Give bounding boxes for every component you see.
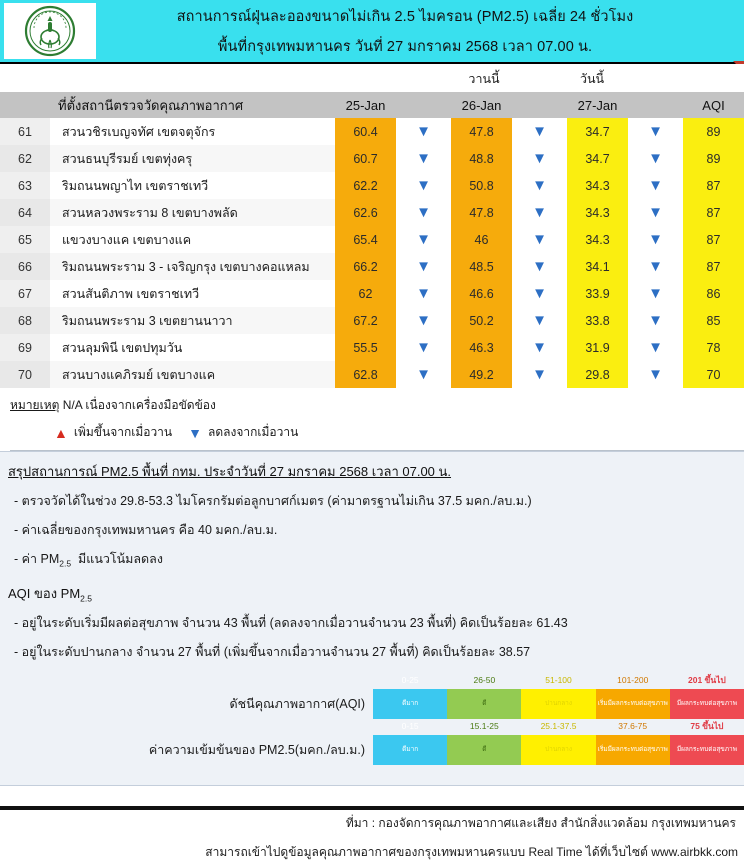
value-25jan: 62.8	[335, 361, 396, 388]
legend-decrease-label: ลดลงจากเมื่อวาน	[207, 425, 299, 439]
value-27jan: 31.9	[567, 334, 628, 361]
station-name: สวนบางแคภิรมย์ เขตบางแค	[50, 361, 335, 388]
trend-arrow-1	[396, 361, 451, 388]
legend-level-1	[373, 675, 447, 719]
value-26jan: 46	[451, 226, 512, 253]
header-number	[0, 92, 50, 118]
summary-section	[0, 451, 744, 786]
arrow-down-icon: ▼	[416, 204, 431, 221]
trend-arrow-1	[396, 226, 451, 253]
arrow-down-icon: ▼	[532, 285, 547, 302]
value-27jan: 34.7	[567, 118, 628, 145]
trend-prefix: - ค่า PM	[14, 552, 60, 566]
legend-bars-pm	[373, 721, 744, 765]
report-subtitle: พื้นที่กรุงเทพมหานคร วันที่ 27 มกราคม 2568 เวลา 07.00 น.	[217, 38, 593, 55]
trend-arrow-3	[628, 280, 683, 307]
bma-logo	[4, 3, 96, 59]
legend-range-4: 101-200	[617, 675, 649, 685]
trend-arrow-2	[512, 145, 567, 172]
station-name: ริมถนนพญาไท เขตราชเทวี	[50, 172, 335, 199]
page-footer	[0, 786, 744, 862]
value-26jan: 47.8	[451, 199, 512, 226]
value-26jan: 48.5	[451, 253, 512, 280]
row-number: 64	[0, 199, 50, 226]
arrow-down-icon: ▼	[416, 339, 431, 356]
row-number: 62	[0, 145, 50, 172]
arrow-down-icon: ▼	[648, 204, 663, 221]
notes-line	[10, 396, 744, 415]
station-name: ริมถนนพระราม 3 - เจริญกรุง เขตบางคอแหลม	[50, 253, 335, 280]
report-title: สถานการณ์ฝุ่นละอองขนาดไม่เกิน 2.5 ไมครอน (PM2.5) เฉลี่ย 24 ชั่วโมง	[176, 8, 634, 25]
aqi-value: 87	[683, 199, 744, 226]
arrow-down-icon: ▼	[416, 231, 431, 248]
station-name: สวนธนบุรีรมย์ เขตทุ่งครุ	[50, 145, 335, 172]
header-title-block	[96, 0, 744, 62]
trend-arrow-1	[396, 280, 451, 307]
legend-row-pm	[8, 721, 744, 765]
table-row[interactable]	[0, 226, 744, 253]
arrow-down-icon: ▼	[532, 123, 547, 140]
aqi-value: 70	[683, 361, 744, 388]
arrow-down-icon: ▼	[416, 285, 431, 302]
value-26jan: 46.6	[451, 280, 512, 307]
table-row[interactable]	[0, 145, 744, 172]
trend-arrow-3	[628, 253, 683, 280]
trend-arrow-2	[512, 199, 567, 226]
legend-level-label-2: ดี	[482, 699, 487, 707]
station-name: สวนหลวงพระราม 8 เขตบางพลัด	[50, 199, 335, 226]
aqi-item-unhealthy-sensitive: - อยู่ในระดับเริ่มมีผลต่อสุขภาพ จำนวน 43 พื้นที่ (ลดลงจากเมื่อวานจำนวน 23 พื้นที่) คิดเป็นร้อยละ 61.43	[14, 616, 568, 630]
table-row[interactable]	[0, 253, 744, 280]
arrow-down-icon: ▼	[416, 123, 431, 140]
trend-arrow-2	[512, 334, 567, 361]
value-26jan: 47.8	[451, 118, 512, 145]
trend-arrow-3	[628, 172, 683, 199]
row-number: 67	[0, 280, 50, 307]
arrow-down-icon: ▼	[416, 177, 431, 194]
trend-arrow-3	[628, 199, 683, 226]
trend-arrow-1	[396, 253, 451, 280]
aqi-value: 87	[683, 172, 744, 199]
header-date-26jan: 26-Jan	[451, 92, 512, 118]
value-27jan: 29.8	[567, 361, 628, 388]
value-25jan: 66.2	[335, 253, 396, 280]
legend-range-5: 201 ขึ้นไป	[687, 675, 726, 685]
arrow-down-icon: ▼	[648, 258, 663, 275]
aqi-value: 87	[683, 226, 744, 253]
row-number: 68	[0, 307, 50, 334]
arrow-down-icon: ▼	[532, 258, 547, 275]
value-25jan: 65.4	[335, 226, 396, 253]
trend-arrow-3	[628, 361, 683, 388]
arrow-down-icon: ▼	[648, 285, 663, 302]
legend-level-label-3: ปานกลาง	[545, 699, 573, 707]
row-number: 69	[0, 334, 50, 361]
trend-suffix: มีแนวโน้มลดลง	[78, 552, 163, 566]
legend-range-5: 75 ขึ้นไป	[690, 721, 724, 731]
arrow-down-icon: ▼	[416, 258, 431, 275]
value-27jan: 33.9	[567, 280, 628, 307]
trend-arrow-2	[512, 361, 567, 388]
legend-level-3	[521, 721, 595, 765]
value-26jan: 48.8	[451, 145, 512, 172]
legend-level-5	[670, 675, 744, 719]
notes-block	[0, 388, 744, 451]
trend-subscript: 2.5	[59, 558, 72, 569]
trend-arrow-2	[512, 307, 567, 334]
value-26jan: 49.2	[451, 361, 512, 388]
website-line: สามารถเข้าไปดูข้อมูลคุณภาพอากาศของกรุงเทพมหานครแบบ Real Time ได้ที่เว็บไซต์ www.airbkk.com	[205, 845, 738, 859]
value-25jan: 62.6	[335, 199, 396, 226]
legend-increase-label: เพิ่มขึ้นจากเมื่อวาน	[73, 425, 173, 439]
trend-arrow-1	[396, 145, 451, 172]
station-name: สวนวชิรเบญจทัศ เขตจตุจักร	[50, 118, 335, 145]
value-25jan: 62.2	[335, 172, 396, 199]
header-arrow-1	[396, 92, 451, 118]
table-row[interactable]	[0, 118, 744, 145]
page-header	[0, 0, 744, 64]
table-row[interactable]	[0, 172, 744, 199]
station-name: สวนลุมพินี เขตปทุมวัน	[50, 334, 335, 361]
value-27jan: 34.3	[567, 199, 628, 226]
legend-level-label-4: เริ่มมีผลกระทบต่อสุขภาพ	[597, 699, 668, 707]
legend-row-aqi	[8, 675, 744, 719]
arrow-down-icon: ▼	[648, 231, 663, 248]
value-25jan: 60.7	[335, 145, 396, 172]
value-26jan: 50.8	[451, 172, 512, 199]
value-27jan: 33.8	[567, 307, 628, 334]
legend-range-2: 26-50	[473, 675, 496, 685]
value-25jan: 60.4	[335, 118, 396, 145]
trend-arrow-3	[628, 307, 683, 334]
legend-level-label-5: มีผลกระทบต่อสุขภาพ	[676, 745, 737, 753]
trend-arrow-2	[512, 118, 567, 145]
station-name: ริมถนนพระราม 3 เขตยานนาวา	[50, 307, 335, 334]
arrow-down-icon: ▼	[532, 231, 547, 248]
trend-arrow-3	[628, 226, 683, 253]
legend-range-3: 51-100	[545, 675, 572, 685]
aqi-value: 85	[683, 307, 744, 334]
legend-level-4	[596, 675, 670, 719]
value-26jan: 46.3	[451, 334, 512, 361]
aqi-value: 87	[683, 253, 744, 280]
aqi-value: 86	[683, 280, 744, 307]
summary-item-range: - ตรวจวัดได้ในช่วง 29.8-53.3 ไมโครกรัมต่อลูกบาศก์เมตร (ค่ามาตรฐานไม่เกิน 37.5 มคก./ลบ.ม.)	[14, 494, 532, 508]
aqi-head-prefix: AQI ของ PM	[8, 586, 81, 601]
trend-arrow-1	[396, 199, 451, 226]
source-line: ที่มา : กองจัดการคุณภาพอากาศและเสียง สำนักสิ่งแวดล้อม กรุงเทพมหานคร	[345, 816, 736, 830]
row-number: 61	[0, 118, 50, 145]
legend-range-3: 25.1-37.5	[540, 721, 577, 731]
arrow-down-icon: ▼	[532, 177, 547, 194]
legend-level-label-3: ปานกลาง	[545, 745, 573, 753]
legend-section	[8, 671, 744, 775]
legend-range-2: 15.1-25	[469, 721, 499, 731]
legend-range-1: 0-25	[401, 675, 419, 685]
summary-title: สรุปสถานการณ์ PM2.5 พื้นที่ กทม. ประจำวันที่ 27 มกราคม 2568 เวลา 07.00 น.	[8, 464, 452, 479]
value-25jan: 62	[335, 280, 396, 307]
trend-arrow-1	[396, 172, 451, 199]
legend-level-4	[596, 721, 670, 765]
legend-level-label-2: ดี	[482, 745, 487, 753]
legend-label-pm: ค่าความเข้มข้นของ PM2.5(มคก./ลบ.ม.)	[148, 743, 366, 757]
table-row[interactable]	[0, 361, 744, 388]
value-25jan: 55.5	[335, 334, 396, 361]
trend-arrow-2	[512, 172, 567, 199]
value-26jan: 50.2	[451, 307, 512, 334]
label-yesterday: วานนี้	[468, 72, 500, 86]
aqi-value: 89	[683, 118, 744, 145]
arrow-down-icon: ▼	[648, 150, 663, 167]
legend-level-label-5: มีผลกระทบต่อสุขภาพ	[676, 699, 737, 707]
arrow-down-icon: ▼	[648, 366, 663, 383]
station-name: สวนสันติภาพ เขตราชเทวี	[50, 280, 335, 307]
legend-range-1: 0-15	[401, 721, 419, 731]
legend-level-2	[447, 675, 521, 719]
aqi-value: 78	[683, 334, 744, 361]
trend-arrow-3	[628, 145, 683, 172]
header-arrow-3	[628, 92, 683, 118]
legend-bars-aqi	[373, 675, 744, 719]
value-27jan: 34.3	[567, 172, 628, 199]
arrow-down-icon: ▼	[416, 312, 431, 329]
triangle-down-icon: ▼	[188, 424, 202, 441]
trend-arrow-1	[396, 334, 451, 361]
header-station: ที่ตั้งสถานีตรวจวัดคุณภาพอากาศ	[50, 92, 335, 118]
value-25jan: 67.2	[335, 307, 396, 334]
aqi-table	[0, 92, 744, 388]
legend-range-4: 37.6-75	[618, 721, 648, 731]
legend-label-aqi: ดัชนีคุณภาพอากาศ(AQI)	[229, 697, 366, 711]
arrow-down-icon: ▼	[532, 312, 547, 329]
header-date-25jan: 25-Jan	[335, 92, 396, 118]
trend-arrow-2	[512, 280, 567, 307]
table-body	[0, 118, 744, 388]
trend-arrow-3	[628, 334, 683, 361]
arrow-down-icon: ▼	[648, 123, 663, 140]
legend-level-1	[373, 721, 447, 765]
trend-arrow-2	[512, 226, 567, 253]
summary-item-trend	[8, 549, 744, 569]
table-header-row	[0, 92, 744, 118]
row-number: 66	[0, 253, 50, 280]
header-aqi: AQI	[683, 92, 744, 118]
arrow-down-icon: ▼	[648, 339, 663, 356]
legend-level-label-4: เริ่มมีผลกระทบต่อสุขภาพ	[597, 745, 668, 753]
station-name: แขวงบางแค เขตบางแค	[50, 226, 335, 253]
legend-level-5	[670, 721, 744, 765]
value-27jan: 34.3	[567, 226, 628, 253]
table-row[interactable]	[0, 199, 744, 226]
legend-level-label-1: ดีมาก	[402, 699, 419, 707]
trend-arrow-1	[396, 118, 451, 145]
bma-emblem-icon	[20, 4, 80, 58]
bottom-bar	[0, 806, 744, 810]
arrow-down-icon: ▼	[532, 204, 547, 221]
arrow-down-icon: ▼	[416, 366, 431, 383]
arrow-down-icon: ▼	[532, 339, 547, 356]
trend-arrow-3	[628, 118, 683, 145]
row-number: 65	[0, 226, 50, 253]
notes-label: หมายเหตุ	[10, 398, 60, 412]
arrow-legend	[10, 423, 744, 442]
value-27jan: 34.7	[567, 145, 628, 172]
table-row[interactable]	[0, 334, 744, 361]
notes-text: N/A เนื่องจากเครื่องมือขัดข้อง	[62, 398, 216, 412]
aqi-item-moderate: - อยู่ในระดับปานกลาง จำนวน 27 พื้นที่ (เพิ่มขึ้นจากเมื่อวานจำนวน 27 พื้นที่) คิดเป็นร้อยละ 38.57	[14, 645, 531, 659]
legend-level-2	[447, 721, 521, 765]
arrow-down-icon: ▼	[416, 150, 431, 167]
arrow-down-icon: ▼	[532, 150, 547, 167]
arrow-down-icon: ▼	[532, 366, 547, 383]
summary-item-average: - ค่าเฉลี่ยของกรุงเทพมหานคร คือ 40 มคก./ลบ.ม.	[14, 523, 278, 537]
triangle-up-icon: ▲	[54, 424, 68, 441]
arrow-down-icon: ▼	[648, 312, 663, 329]
aqi-value: 89	[683, 145, 744, 172]
legend-level-3	[521, 675, 595, 719]
row-number: 63	[0, 172, 50, 199]
label-today: วันนี้	[579, 72, 605, 86]
trend-arrow-1	[396, 307, 451, 334]
arrow-down-icon: ▼	[648, 177, 663, 194]
aqi-section-heading	[8, 583, 744, 604]
table-row[interactable]	[0, 307, 744, 334]
day-label-band	[0, 64, 744, 92]
header-arrow-2	[512, 92, 567, 118]
table-row[interactable]	[0, 280, 744, 307]
trend-arrow-2	[512, 253, 567, 280]
row-number: 70	[0, 361, 50, 388]
header-date-27jan: 27-Jan	[567, 92, 628, 118]
aqi-head-subscript: 2.5	[80, 593, 92, 604]
value-27jan: 34.1	[567, 253, 628, 280]
legend-level-label-1: ดีมาก	[402, 745, 419, 753]
